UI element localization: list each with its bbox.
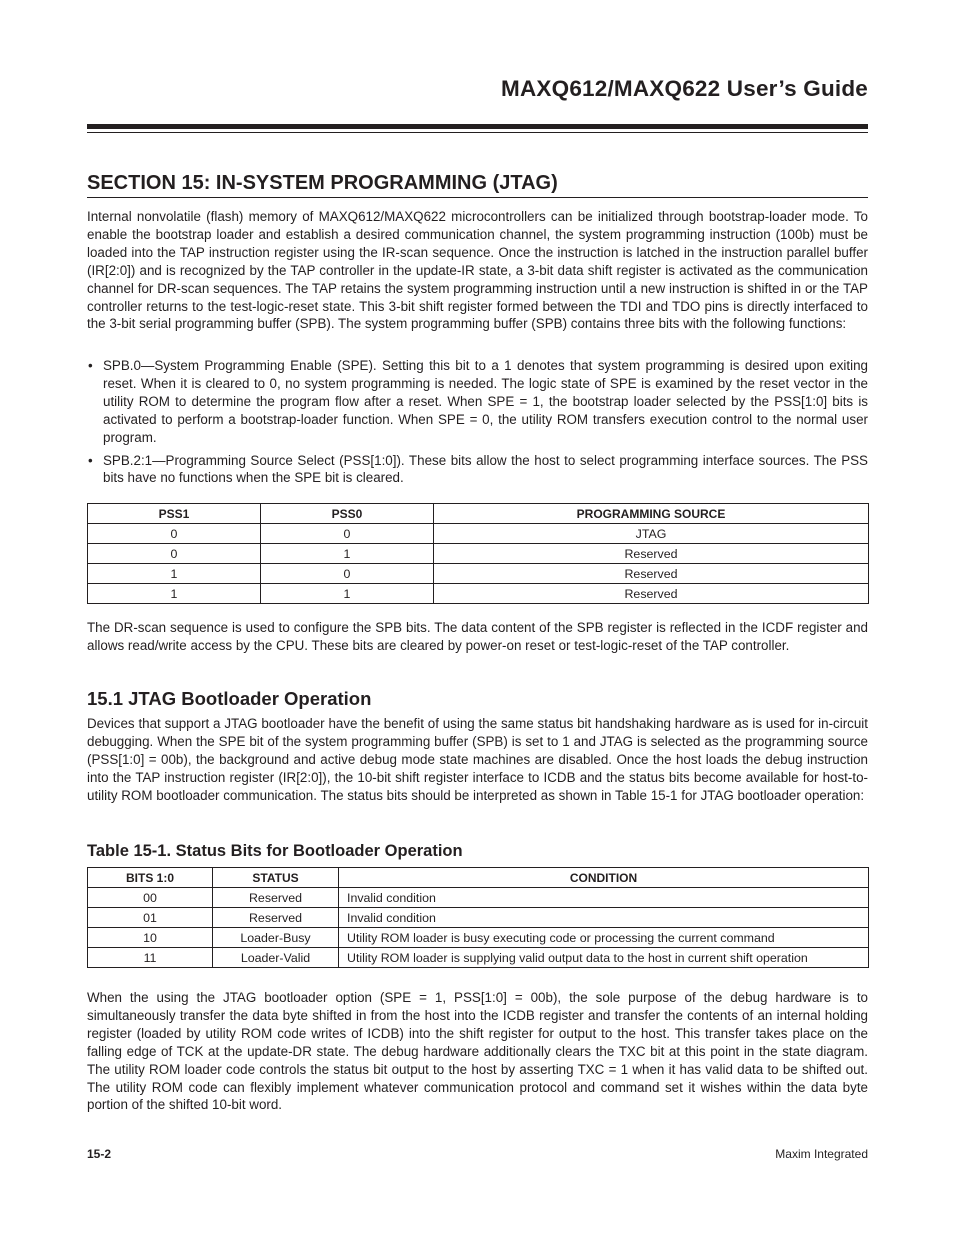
table-cell: 11	[88, 948, 213, 968]
table-cell: 0	[88, 524, 261, 544]
dr-scan-paragraph: The DR-scan sequence is used to configure the SPB bits. The data content of the SPB register is reflected in the ICDF register and allows read/write access by the CPU. These bits are cleared by power-on reset or test-logic-reset of the TAP controller.	[87, 620, 868, 653]
table-cell: 1	[261, 544, 434, 564]
pss-table-block	[87, 503, 868, 604]
table-cell: 0	[261, 564, 434, 584]
dr-scan-block	[87, 619, 868, 655]
page-number: 15-2	[87, 1147, 112, 1161]
subsection-title: 15.1 JTAG Bootloader Operation	[87, 688, 372, 709]
table-cell: 0	[88, 544, 261, 564]
intro-paragraph: Internal nonvolatile (flash) memory of MAXQ612/MAXQ622 microcontrollers can be initialized through bootstrap-loader mode. To enable the bootstrap loader and establish a desired communication channel, the system programming instruction (100b) must be loaded into the TAP instruction register using the IR-scan sequence. Once the instruction is latched in the instruction parallel buffer (IR[2:0]) and is recognized by the TAP controller in the update-IR state, a 3-bit data shift register is activated as the communication channel for DR-scan sequences. The TAP retains the system programming instruction until a new instruction is shifted in or the TAP controller returns to the test-logic-reset state. This 3-bit shift register formed between the TDI and TDO pins is directly interfaced to the 3-bit serial programming buffer (SPB). The system programming buffer (SPB) contains three bits with the following functions:	[87, 209, 868, 332]
table-cell: 10	[88, 928, 213, 948]
document-title: MAXQ612/MAXQ622 User’s Guide	[501, 76, 868, 101]
header-rule-thin	[87, 132, 868, 133]
table-caption: Table 15-1. Status Bits for Bootloader Operation	[87, 842, 463, 860]
column-header: PSS0	[261, 504, 434, 524]
table-cell: Loader-Busy	[213, 928, 339, 948]
table-cell: Reserved	[213, 908, 339, 928]
table-cell: Utility ROM loader is supplying valid output data to the host in current shift operation	[339, 948, 869, 968]
table-cell: Reserved	[434, 544, 869, 564]
bullet-text: SPB.2:1—Programming Source Select (PSS[1:0]). These bits allow the host to select programming interface sources. The PSS bits have no functions when the SPE bit is cleared.	[103, 452, 868, 486]
bullet-list-block	[87, 357, 868, 492]
subsection-heading-block	[87, 688, 868, 710]
table-cell: Reserved	[434, 564, 869, 584]
bullet-marker: •	[88, 452, 93, 468]
table-cell: Reserved	[434, 584, 869, 604]
table-row	[88, 888, 869, 908]
footer-company: Maxim Integrated	[775, 1147, 868, 1161]
subsection-body-block	[87, 715, 868, 805]
pss-table	[87, 503, 869, 604]
table-cell: 00	[88, 888, 213, 908]
table-cell: JTAG	[434, 524, 869, 544]
section-title: SECTION 15: IN-SYSTEM PROGRAMMING (JTAG)	[87, 171, 868, 198]
table-cell: 1	[88, 584, 261, 604]
table-row	[88, 564, 869, 584]
table-cell: Invalid condition	[339, 908, 869, 928]
column-header: STATUS	[213, 868, 339, 888]
table-row	[88, 928, 869, 948]
list-item	[87, 452, 868, 488]
table-row	[88, 524, 869, 544]
header-rule-thick	[87, 124, 868, 129]
table-row	[88, 544, 869, 564]
table-cell: 0	[261, 524, 434, 544]
table-caption-block	[87, 841, 868, 861]
bullet-text: SPB.0—System Programming Enable (SPE). Setting this bit to a 1 denotes that system programming is desired upon exiting reset. When it is cleared to 0, no system programming is needed. The logic state of SPE is examined by the reset vector in the utility ROM to determine the program flow after a reset. When SPE = 1, the bootstrap loader selected by the PSS[1:0] bits is activated to perform a bootstrap-loader function. When SPE = 0, the utility ROM transfers execution control to the normal user program.	[103, 358, 868, 445]
closing-paragraph: When the using the JTAG bootloader option (SPE = 1, PSS[1:0] = 00b), the sole purpose of the debug hardware is to simultaneously transfer the data byte shifted in from the host into the ICDB register and transfer the contents of an internal holding register (loaded by utility ROM code writes of ICDB) into the shift register for output to the host. This transfer takes place on the falling edge of TCK at the update-DR state. The debug hardware additionally clears the TXC bit at this point in the state diagram. The utility ROM loader code controls the status bit output to the host by asserting TXC = 1 when it has valid data to be shifted out. The utility ROM code can flexibly implement whatever communication protocol and command set it wishes within the data byte portion of the shifted 10-bit word.	[87, 990, 868, 1113]
subsection-paragraph: Devices that support a JTAG bootloader have the benefit of using the same status bit handshaking hardware as is used for in-circuit debugging. When the SPE bit of the system programming buffer (SPB) is set to 1 and JTAG is selected as the programming source (PSS[1:0] = 00b), the background and active debug mode state machines are disabled. Once the host loads the debug instruction into the TAP instruction register (IR[2:0]), the 10-bit shift register interface to ICDB and the status bits become available for host-to-utility ROM bootloader communication. The status bits should be interpreted as shown in Table 15-1 for JTAG bootloader operation:	[87, 716, 868, 803]
table-cell: 1	[261, 584, 434, 604]
table-cell: Utility ROM loader is busy executing code or processing the current command	[339, 928, 869, 948]
column-header: BITS 1:0	[88, 868, 213, 888]
table-header-row	[88, 504, 869, 524]
table-header-row	[88, 868, 869, 888]
table-row	[88, 948, 869, 968]
status-table-block	[87, 867, 868, 968]
status-bits-table	[87, 867, 869, 968]
column-header: PROGRAMMING SOURCE	[434, 504, 869, 524]
table-cell: 01	[88, 908, 213, 928]
column-header: CONDITION	[339, 868, 869, 888]
spb-bit-list	[87, 357, 868, 487]
table-row	[88, 584, 869, 604]
list-item	[87, 357, 868, 447]
intro-block	[87, 208, 868, 333]
closing-block	[87, 989, 868, 1114]
table-cell: Invalid condition	[339, 888, 869, 908]
column-header: PSS1	[88, 504, 261, 524]
bullet-marker: •	[88, 358, 93, 373]
table-row	[88, 908, 869, 928]
table-cell: 1	[88, 564, 261, 584]
table-cell: Reserved	[213, 888, 339, 908]
table-cell: Loader-Valid	[213, 948, 339, 968]
